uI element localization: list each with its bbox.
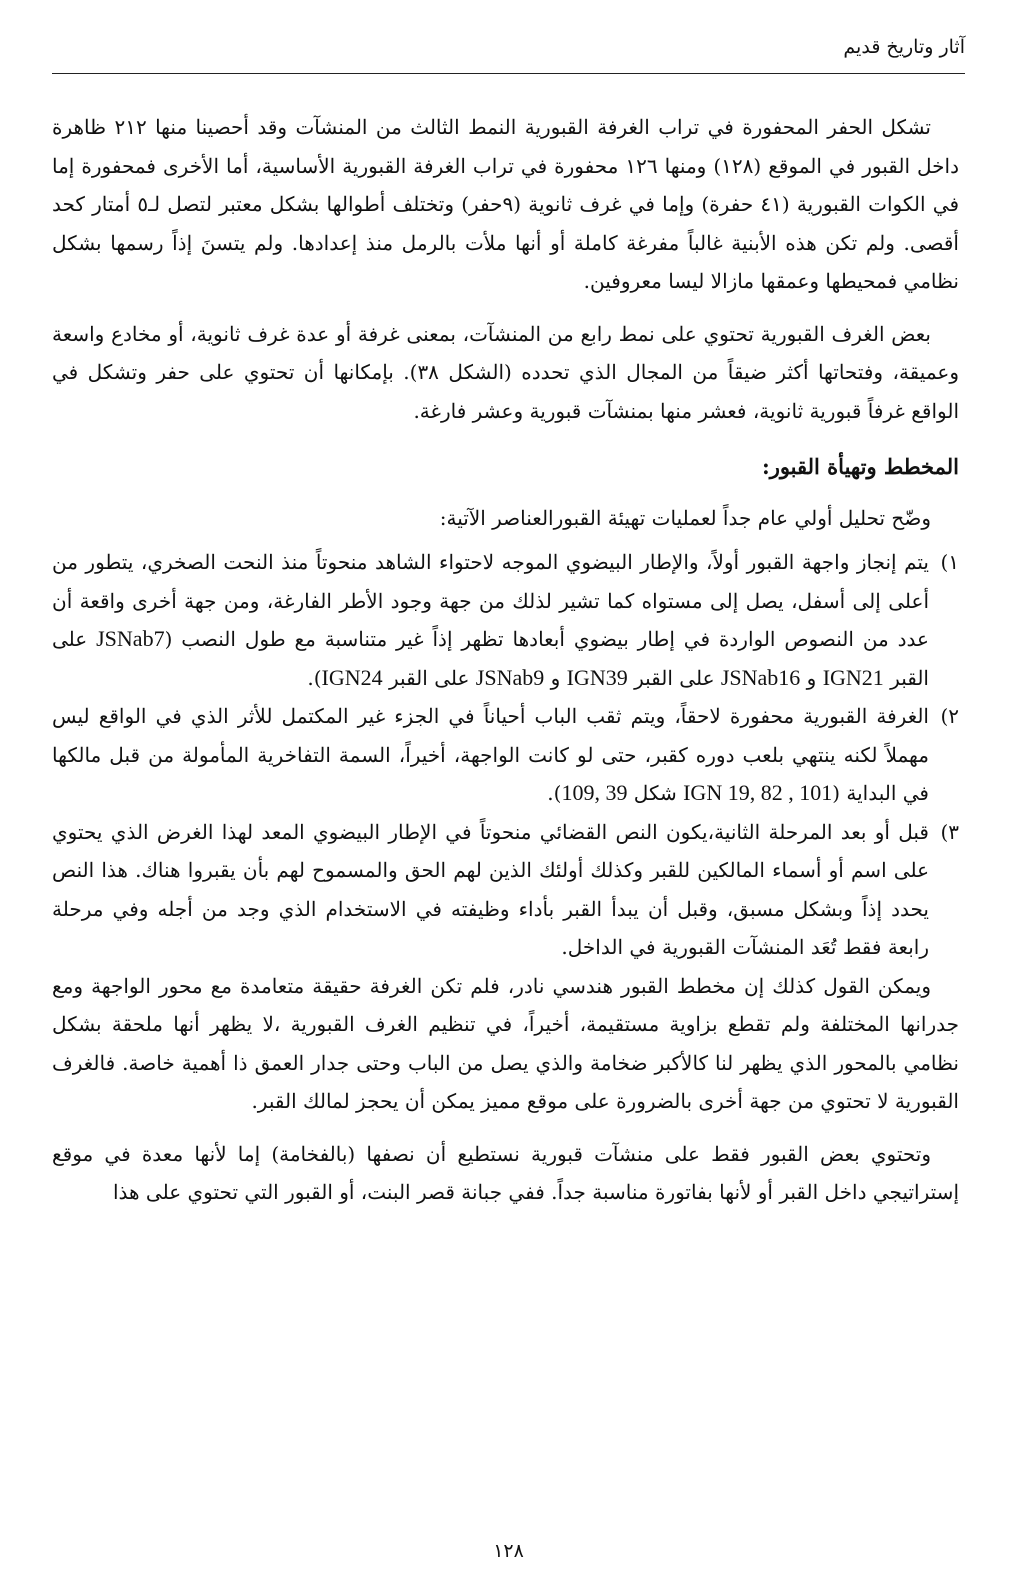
paragraph-4: وتحتوي بعض القبور فقط على منشآت قبورية نستطيع أن نصفها (بالفخامة) إما لأنها معدة في موقع إستراتيجي داخل القبر أو لأنها بفاتورة مناسبة جداً. ففي جبانة قصر البنت، أو القبور التي تحتوي على هذا [52,1141,959,1204]
list-number: ٢) [940,704,959,728]
list-number: ٣) [940,819,959,844]
list-text: و [800,665,823,690]
list-text: ). [547,781,562,805]
running-title: آثار وتاريخ قديم [843,36,965,58]
inscription-ref: IGN24 [321,664,383,690]
body-text [52,108,959,1226]
list-item-2 [52,697,959,813]
section-heading: المخطط وتهيأة القبور: [761,454,959,479]
list-text: يتم إنجاز واجهة القبور أولاً، والإطار البيضوي الموجه لاحتواء الشاهد منحوتاً منذ النحت الصخري، يتطور من أعلى إلى أسفل، يصل إلى مستواه كما تشير لذلك من جهة وجود الأطر الفارغة، ومن جهة أخرى واقعة أن عدد من النصوص الواردة في إطار بيضوي أبعادها تظهر إذاً غير متناسبة مع طول النصب ( [52,550,929,651]
list-text: قبل أو بعد المرحلة الثانية،يكون النص القضائي منحوتاً في الإطار البيضوي المعد لهذا الغرض الذي يحتوي على اسم أو أسماء المالكين للقبر وكذلك أولئك الذين لهم الحق والمسموح لهم بأن يقبروا هناك. هذا النص يحدد إذاً وبشكل مسبق، وقبل أن يبدأ القبر بأداء وظيفته في الاستخدام الذي وجد من أجله وفي مرحلة رابعة فقط تُعَد المنشآت القبورية في الداخل. [52,819,930,959]
section-intro: وضّح تحليل أولي عام جداً لعمليات تهيئة القبورالعناصر الآتية: [439,505,931,530]
list-item-3 [52,813,959,967]
inscription-ref: IGN 19, 82 , 101 [683,780,833,805]
inscription-ref: IGN21 [822,664,884,690]
list-number: ١) [940,550,959,574]
page-number: ١٢٨ [493,1540,524,1562]
list-text: على القبر [52,627,929,690]
running-header [52,34,965,74]
list-item-1 [52,543,959,697]
list-text: على القبر [627,665,721,690]
figure-ref: 109, 39 [561,780,628,805]
inscription-ref: IGN39 [566,664,628,690]
paragraph-1: تشكل الحفر المحفورة في تراب الغرفة القبورية النمط الثالث من المنشآت وقد أحصينا منها ٢١٢ ظاهرة داخل القبور في الموقع (١٢٨) ومنها ١٢٦ محفورة في تراب الغرفة القبورية الأساسية، أما الأخرى فمحفورة إما في الكوات القبورية (٤١ حفرة) وإما في غرف ثانوية (٩حفر) وتختلف أطوالها بشكل معتبر لتصل لـ٥ أمتار كحد أقصى. ولم تكن هذه الأبنية غالباً مفرغة كاملة أو أنها ملأت بالرمل منذ إعدادها. ولم يتسنَ إذاً رسمها بشكل نظامي فمحيطها وعمقها مازالا ليسا معروفين. [52,115,960,293]
header-rule [52,73,965,74]
paragraph-3: ويمكن القول كذلك إن مخطط القبور هندسي نادر، فلم تكن الغرفة حقيقة متعامدة مع محور الواجهة ومع جدرانها المختلفة ولم تقطع بزاوية مستقيمة، أخيراً، في تنظيم الغرف القبورية ،لا يظهر أنها ملحقة بشكل نظامي بالمحور الذي يظهر لنا كالأكبر ضخامة والذي يصل من الباب وحتى جدار العمق ذا أهمية خاصة. فالغرف القبورية لا تحتوي من جهة أخرى بالضرورة على موقع مميز يمكن أن يحجز لمالك القبر. [52,973,959,1113]
inscription-ref: JSNab9 [475,664,545,690]
inscription-ref: JSNab7 [96,626,165,651]
list-text: ). [307,665,322,690]
list-text: شكل [627,781,684,805]
list-text: الغرفة القبورية محفورة لاحقاً، ويتم ثقب الباب أحياناً في الجزء غير المكتمل للأثر الذي في الواقع ليس مهملاً لكنه ينتهي بلعب دوره كقبر، حتى لو كانت الواجهة، أخيراً، السمة التفاخرية المأمولة من قبل مالكها في البداية ( [52,704,929,805]
inscription-ref: JSNab16 [720,664,801,690]
list-text: على القبر [382,665,476,690]
paragraph-2: بعض الغرف القبورية تحتوي على نمط رابع من المنشآت، بمعنى غرفة أو عدة غرف ثانوية، أو مخادع واسعة وعميقة، وفتحاتها أكثر ضيقاً من المجال الذي تحدده (الشكل ٣٨). بإمكانها أن تحتوي على حفر وتشكل في الواقع غرفاً قبورية ثانوية، فعشر منها بمنشآت قبورية وعشر فارغة. [52,321,959,423]
list-text: و [544,665,567,690]
